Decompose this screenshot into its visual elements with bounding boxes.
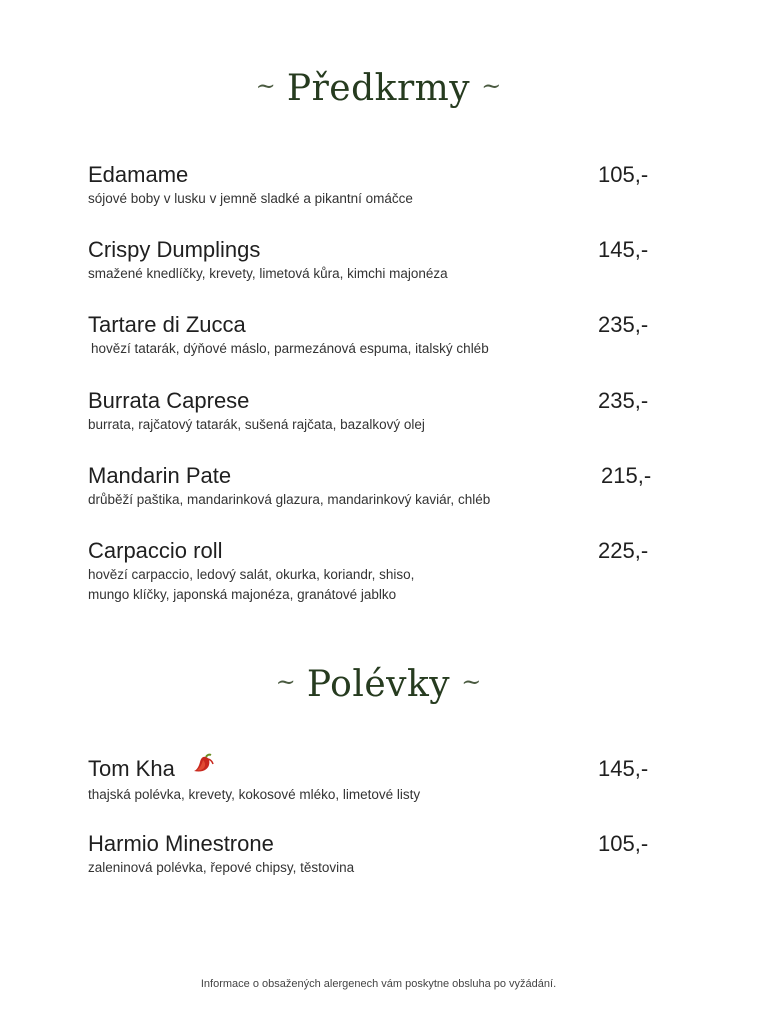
item-name: Mandarin Pate [88, 463, 232, 488]
item-name: Crispy Dumplings [88, 237, 261, 262]
item-price: 235,- [598, 312, 649, 337]
item-description-line-2: mungo klíčky, japonská majonéza, granátové jablko [88, 587, 397, 602]
menu-item-burrata-caprese [88, 388, 668, 435]
item-description: drůběží paštika, mandarinková glazura, mandarinkový kaviár, chléb [88, 492, 491, 507]
menu-item-tom-kha [88, 756, 668, 805]
item-price: 225,- [598, 538, 649, 563]
item-description: zaleninová polévka, řepové chipsy, těstovina [88, 860, 355, 875]
item-description-line-1: hovězí carpaccio, ledový salát, okurka, koriandr, shiso, [88, 567, 415, 582]
item-name-row [88, 756, 668, 784]
section-title-label: Předkrmy [286, 68, 471, 109]
menu-item-tartare-di-zucca [88, 312, 668, 359]
item-price: 145,- [598, 237, 649, 262]
chili-pepper-icon [191, 753, 217, 781]
menu-item-mandarin-pate [88, 463, 668, 510]
tilde-right: ~ [481, 72, 502, 100]
item-name: Burrata Caprese [88, 388, 250, 413]
menu-item-crispy-dumplings [88, 237, 668, 284]
item-price: 215,- [601, 463, 652, 488]
item-description: burrata, rajčatový tatarák, sušená rajčata, bazalkový olej [88, 417, 425, 432]
tilde-right: ~ [461, 668, 482, 696]
tilde-left: ~ [255, 72, 276, 100]
item-name: Tartare di Zucca [88, 312, 246, 337]
item-name: Tom Kha [88, 756, 175, 781]
menu-item-edamame [88, 162, 668, 209]
item-description: hovězí tatarák, dýňové máslo, parmezánová espuma, italský chléb [91, 341, 489, 356]
item-price: 105,- [598, 831, 649, 856]
item-name: Edamame [88, 162, 189, 187]
item-price: 145,- [598, 756, 649, 781]
item-price: 235,- [598, 388, 649, 413]
tilde-left: ~ [275, 668, 296, 696]
section-title-predkrmy [0, 68, 757, 109]
item-price: 105,- [598, 162, 649, 187]
allergen-footer-note: Informace o obsažených alergenech vám poskytne obsluha po vyžádání. [200, 978, 557, 990]
menu-item-harmio-minestrone [88, 831, 668, 878]
item-name: Carpaccio roll [88, 538, 223, 563]
item-name: Harmio Minestrone [88, 831, 274, 856]
item-description: sójové boby v lusku v jemně sladké a pikantní omáčce [88, 191, 413, 206]
menu-item-carpaccio-roll [88, 538, 668, 605]
section-title-label: Polévky [306, 664, 451, 705]
item-description: thajská polévka, krevety, kokosové mléko, limetové listy [88, 787, 421, 803]
item-description: smažené knedlíčky, krevety, limetová kůra, kimchi majonéza [88, 266, 448, 281]
section-title-polevky [0, 664, 757, 705]
